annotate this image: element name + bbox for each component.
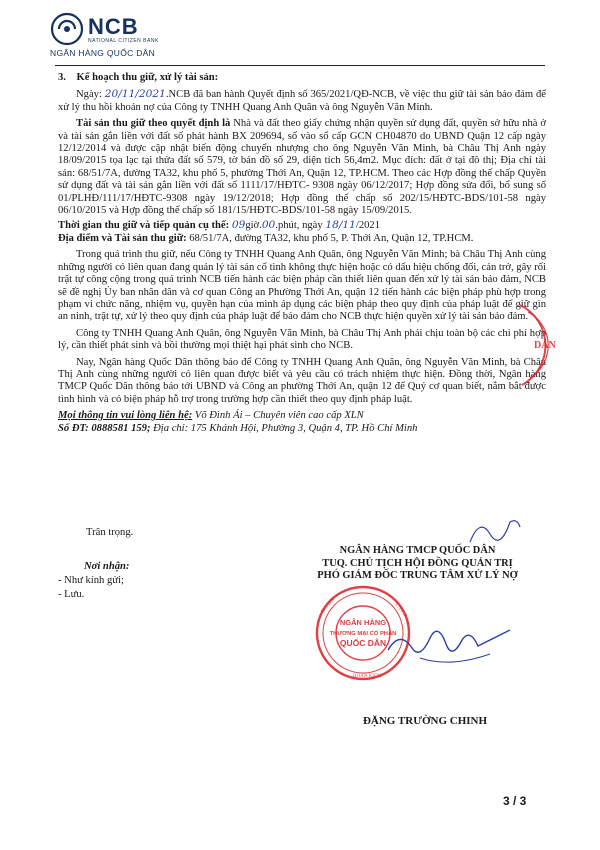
signature-title: PHÓ GIÁM ĐỐC TRUNG TÂM XỬ LÝ NỢ (317, 570, 518, 582)
side-seal-stamp (510, 300, 570, 390)
handwritten-day: 18/11 (325, 219, 356, 232)
signature-authority: TUQ. CHỦ TỊCH HỘI ĐỒNG QUẢN TRỊ (322, 557, 513, 569)
logo-brand: NCB (88, 14, 139, 39)
paragraph-time: Thời gian thu giữ và tiếp quản cụ thể: 09giờ.00.phút, ngày 18/11/2021 (58, 219, 381, 232)
handwritten-date: 20/11/2021 (104, 88, 166, 101)
recipients (58, 560, 129, 602)
document-body (58, 72, 546, 435)
paragraph-costs: Công ty TNHH Quang Anh Quân, ông Nguyễn Văn Minh, bà Châu Thị Anh phải chịu toàn bộ các chi phí hợp lý, cần thiết phát sinh và bồi thường mọi thiệt hại phát sinh cho NCB. (58, 327, 546, 352)
svg-text:DÂN: DÂN (534, 340, 556, 351)
svg-text:NGÂN HÀNG: NGÂN HÀNG (339, 618, 387, 627)
header-divider (55, 65, 545, 66)
contact-line: Mọi thông tin vui lòng liên hệ: Võ Đình Ái – Chuyên viên cao cấp XLN (58, 410, 364, 422)
svg-text:C.T.C.P: C.T.C.P (393, 603, 408, 619)
recipient-item: - Lưu. (58, 589, 85, 600)
section-heading (58, 72, 546, 84)
handwritten-signature (380, 610, 520, 680)
initial-signature (465, 512, 525, 552)
svg-text:QUỐC DÂN: QUỐC DÂN (339, 638, 387, 648)
signer-name: ĐẶNG TRƯỜNG CHINH (362, 715, 488, 727)
section-number: 3. (58, 72, 66, 83)
paragraph-decision: Ngày: 20/11/2021.NCB đã ban hành Quyết định số 365/2021/QĐ-NCB, về việc thu giữ tài sản bảo đảm để xử lý thu hồi khoản nợ của Công ty TNHH Quang Anh Quân và ông Nguyễn Văn Minh. (58, 88, 547, 113)
paragraph-notice: Nay, Ngân hàng Quốc Dân thông báo để Công ty TNHH Quang Anh Quân, ông Nguyễn Văn Minh, bà Châu Thị Anh cùng những người có liên quan được biết và yêu cầu có trách nhiệm thực hiện. Đồng thời, Ngân hàng TMCP Quốc Dân thông báo tới UBND và Công an phường Thới An, quận 12 để Quý cơ quan biết, nắm bắt được tình hình và có biện pháp hỗ trợ trong trường hợp cần thiết theo quy định pháp luật. (58, 356, 546, 405)
ncb-logo-icon (50, 12, 84, 46)
paragraph-location: Địa điểm và Tài sản thu giữ: 68/51/7A, đường TA32, khu phố 5, P. Thới An, Quận 12, TP.HCM. (58, 232, 474, 244)
handwritten-minute: 00 (261, 219, 276, 232)
paragraph-enforcement: Trong quá trình thu giữ, nếu Công ty TNHH Quang Anh Quân, ông Nguyễn Văn Minh; bà Châu Thị Anh cùng những người có liên quan đang quản lý tài sản cố tình không thực hiện hoặc có dấu hiệu chống đối, cản trở, gây rối trật tự công cộng trong quá trình NCB tiến hành các biện pháp cần thiết liên quan đến xử lý tài sản bảo đảm, NCB sẽ đề nghị Ủy ban nhân dân và cơ quan Công an Phường Thới An, quận 12 tiến hành các biện pháp phù hợp trong phạm vi chức năng, nhiệm vụ, quyền hạn của mình áp dụng các biện pháp theo quy định của pháp luật để giữ gìn an ninh, trật tự, xử lý theo quy định của pháp luật để bảo đảm cho NCB thực hiện quyền xử lý tài sản bảo đảm. (58, 249, 546, 323)
svg-text:THƯƠNG MẠI CỔ PHẦN: THƯƠNG MẠI CỔ PHẦN (329, 631, 397, 637)
section-title: Kế hoạch thu giữ, xử lý tài sản: (76, 72, 219, 83)
contact-details: Số ĐT: 0888581 159; Địa chỉ: 175 Khánh Hội, Phường 3, Quận 4, TP. Hồ Chí Minh (58, 422, 418, 434)
logo-bank-name: NGÂN HÀNG QUỐC DÂN (50, 48, 156, 58)
recipients-label: Nơi nhận: (84, 561, 130, 572)
paragraph-assets: Tài sản thu giữ theo quyết định là Nhà và đất theo giấy chứng nhận quyền sử dụng đất, quyền sở hữu nhà ở và tài sản gắn liền với đất số phát hành BX 209694, số vào sổ cấp GCN CH04870 do UBND Quận 12 cấp ngày 12/12/2014 và được cập nhật biến động chuyển nhượng cho ông Nguyễn Văn Minh, bà Châu Thị Anh ngày 18/09/2015 tọa lạc tại thửa đất số 579, tờ bản đồ số 29, diện tích 56,4m2. Mục đích: đất ở tại đô thị; Địa chỉ tài sản: 68/51/7A, đường TA32, khu phố 5, phường Thới An, Quận 12, TP.HCM. Theo các Hợp đồng thế chấp Quyền sử dụng đất và tài sản gắn liền với đất số 1111/17/HĐTC- 9308 ngày 06/12/2017; Hợp đồng sửa đổi, bổ sung số 01/PLHĐ/111/17/HĐTC-9308 ngày 19/12/2018; Hợp đồng thế chấp số 202/15/HĐTC-BDS/101-58 ngày 06/10/2015 và Hợp đồng thế chấp số 181/15/HĐTC-BDS/101-58 ngày 15/09/2015. (58, 118, 546, 217)
greeting: Trân trọng. (86, 527, 134, 538)
logo-brand-sub: NATIONAL CITIZEN BANK (88, 38, 159, 44)
page-number: 3 / 3 (503, 794, 527, 808)
ncb-logo (50, 12, 180, 62)
handwritten-hour: 09 (231, 219, 246, 232)
svg-text:HOÀN KIẾM: HOÀN KIẾM (353, 674, 382, 679)
recipient-item: - Như kính gửi; (58, 575, 124, 586)
svg-text:M.S.D.N: M.S.D.N (320, 597, 337, 615)
signature-org: NGÂN HÀNG TMCP QUỐC DÂN (339, 545, 496, 556)
